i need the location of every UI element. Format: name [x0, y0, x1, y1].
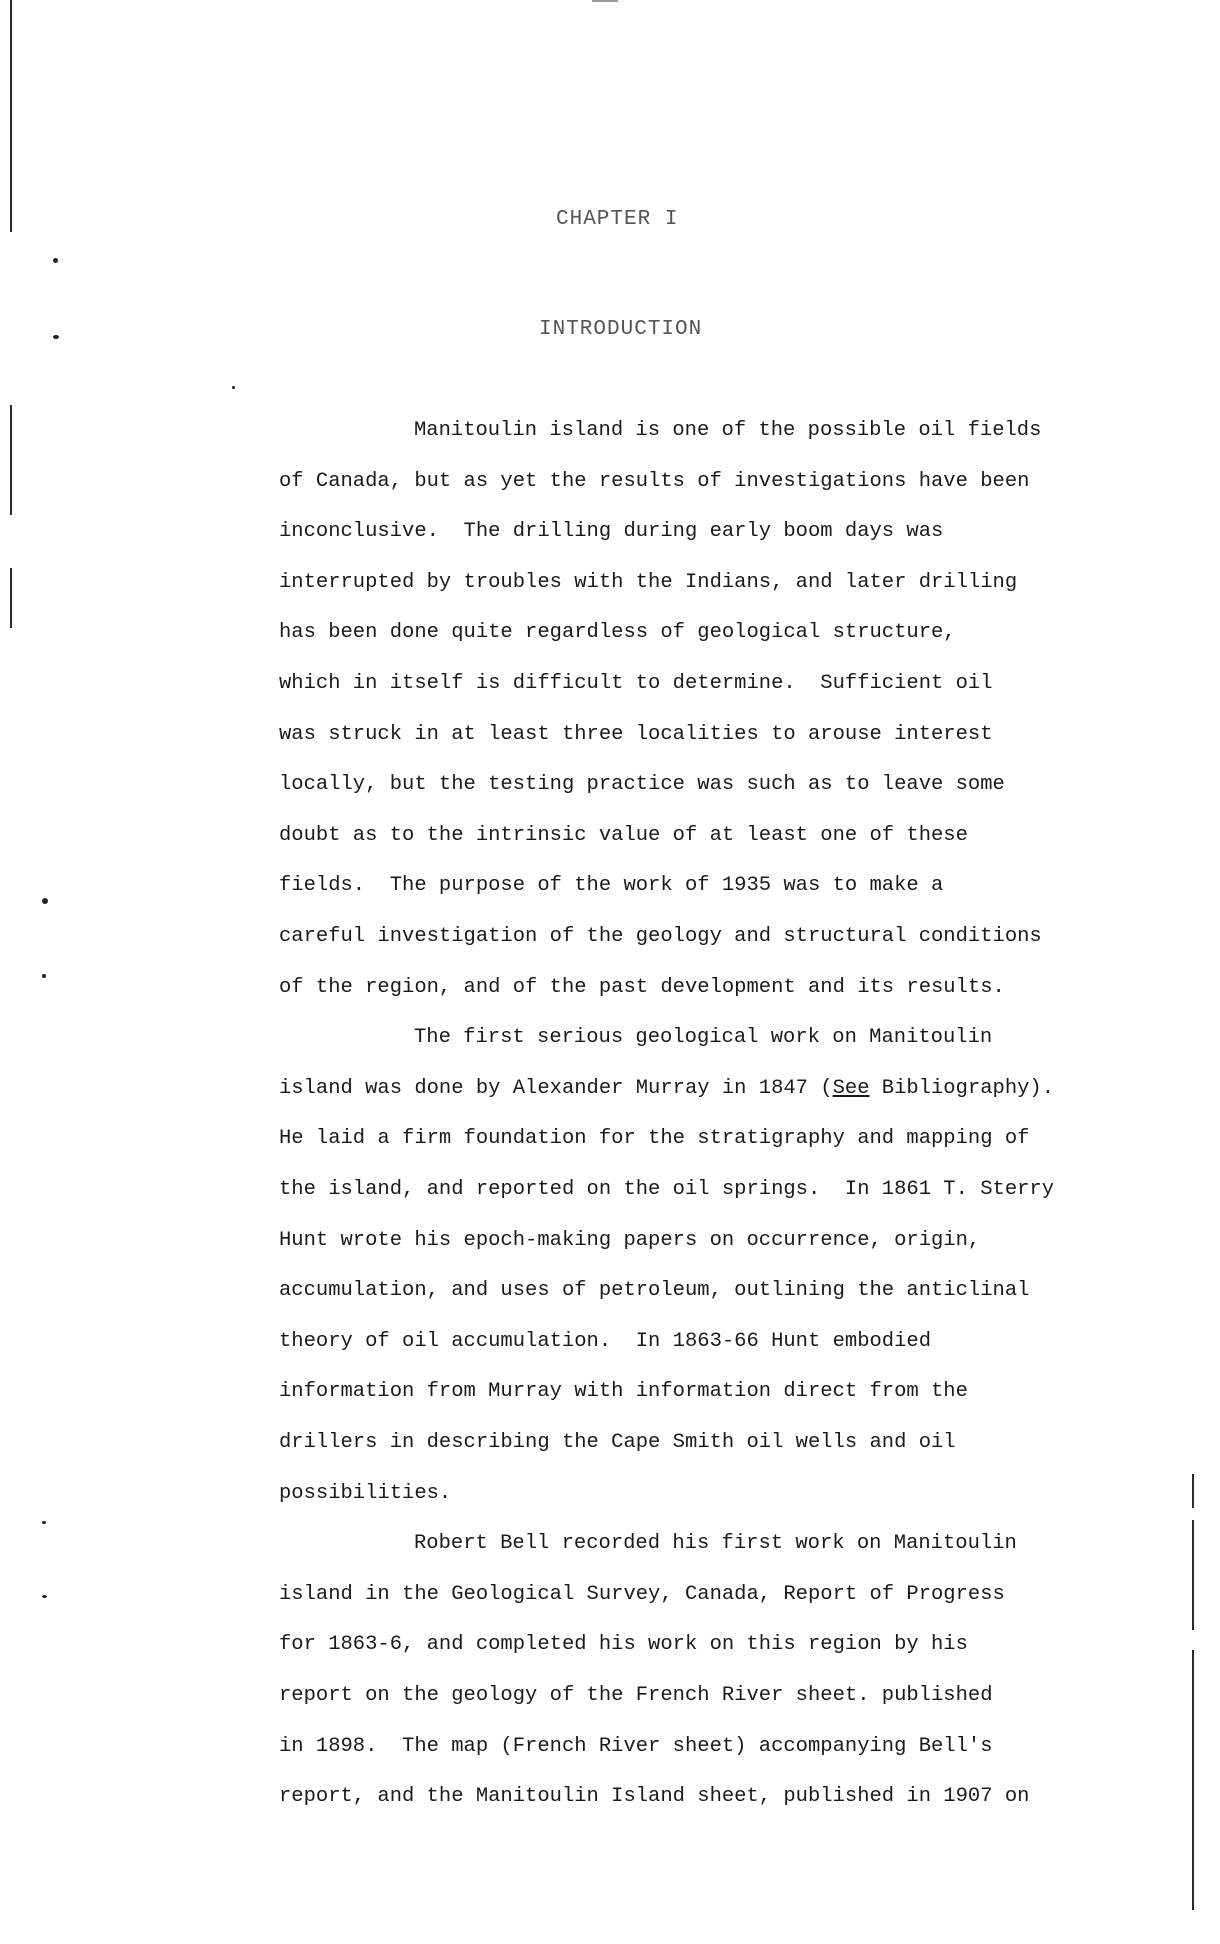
- scan-mark: [592, 0, 618, 2]
- text-line: theory of oil accumulation. In 1863-66 Hunt embodied: [279, 1329, 932, 1353]
- scan-speck: [42, 898, 48, 904]
- scan-speck: [42, 1521, 46, 1524]
- text-line: interrupted by troubles with the Indians, and later drilling: [279, 570, 1018, 594]
- text-line: Hunt wrote his epoch-making papers on occurrence, origin,: [279, 1228, 981, 1252]
- text-line: island was done by Alexander Murray in 1847 (See Bibliography).: [279, 1076, 1055, 1100]
- text-line: Robert Bell recorded his first work on Manitoulin: [414, 1532, 1017, 1556]
- text-line: the island, and reported on the oil springs. In 1861 T. Sterry: [279, 1178, 1055, 1201]
- text-line: possibilities.: [279, 1481, 452, 1505]
- scan-edge-line: [1192, 1520, 1194, 1630]
- text-line: Manitoulin island is one of the possible oil fields: [414, 419, 1042, 442]
- text-line: for 1863-6, and completed his work on this region by his: [279, 1633, 968, 1657]
- text-line: He laid a firm foundation for the stratigraphy and mapping of: [279, 1127, 1030, 1151]
- text-line: doubt as to the intrinsic value of at least one of these: [279, 823, 968, 847]
- text-line: report on the geology of the French River sheet. published: [279, 1684, 993, 1707]
- text-line: in 1898. The map (French River sheet) accompanying Bell's: [279, 1734, 993, 1758]
- chapter-heading: CHAPTER I: [556, 208, 679, 231]
- scan-edge-line: [10, 568, 12, 628]
- scan-speck: [232, 386, 235, 389]
- scan-speck: [42, 1595, 47, 1598]
- scan-edge-line: [10, 405, 12, 515]
- text-line: accumulation, and uses of petroleum, outlining the anticlinal: [279, 1279, 1030, 1303]
- text-line: The first serious geological work on Manitoulin: [414, 1026, 993, 1050]
- text-line: locally, but the testing practice was such as to leave some: [279, 773, 1005, 797]
- text-line: report, and the Manitoulin Island sheet, published in 1907 on: [279, 1785, 1030, 1809]
- text-line: inconclusive. The drilling during early boom days was: [279, 520, 944, 544]
- scan-edge-line: [1192, 1650, 1194, 1910]
- scan-edge-line: [1192, 1474, 1194, 1508]
- text-line: fields. The purpose of the work of 1935 was to make a: [279, 874, 944, 898]
- text-line: of the region, and of the past development and its results.: [279, 975, 1005, 999]
- scan-edge-line: [10, 0, 12, 232]
- text-line: has been done quite regardless of geological structure,: [279, 621, 956, 645]
- text-line: drillers in describing the Cape Smith oil wells and oil: [279, 1431, 956, 1454]
- scan-speck: [53, 258, 58, 263]
- section-heading: INTRODUCTION: [539, 318, 703, 341]
- text-line: island in the Geological Survey, Canada, Report of Progress: [279, 1582, 1005, 1606]
- text-line: which in itself is difficult to determine. Sufficient oil: [279, 672, 993, 695]
- text-line: careful investigation of the geology and structural conditions: [279, 925, 1042, 948]
- text-line: of Canada, but as yet the results of investigations have been: [279, 469, 1030, 493]
- scan-speck: [42, 974, 46, 978]
- text-line: was struck in at least three localities to arouse interest: [279, 722, 993, 746]
- text-line: information from Murray with information direct from the: [279, 1380, 968, 1404]
- underlined-word: See: [832, 1076, 870, 1100]
